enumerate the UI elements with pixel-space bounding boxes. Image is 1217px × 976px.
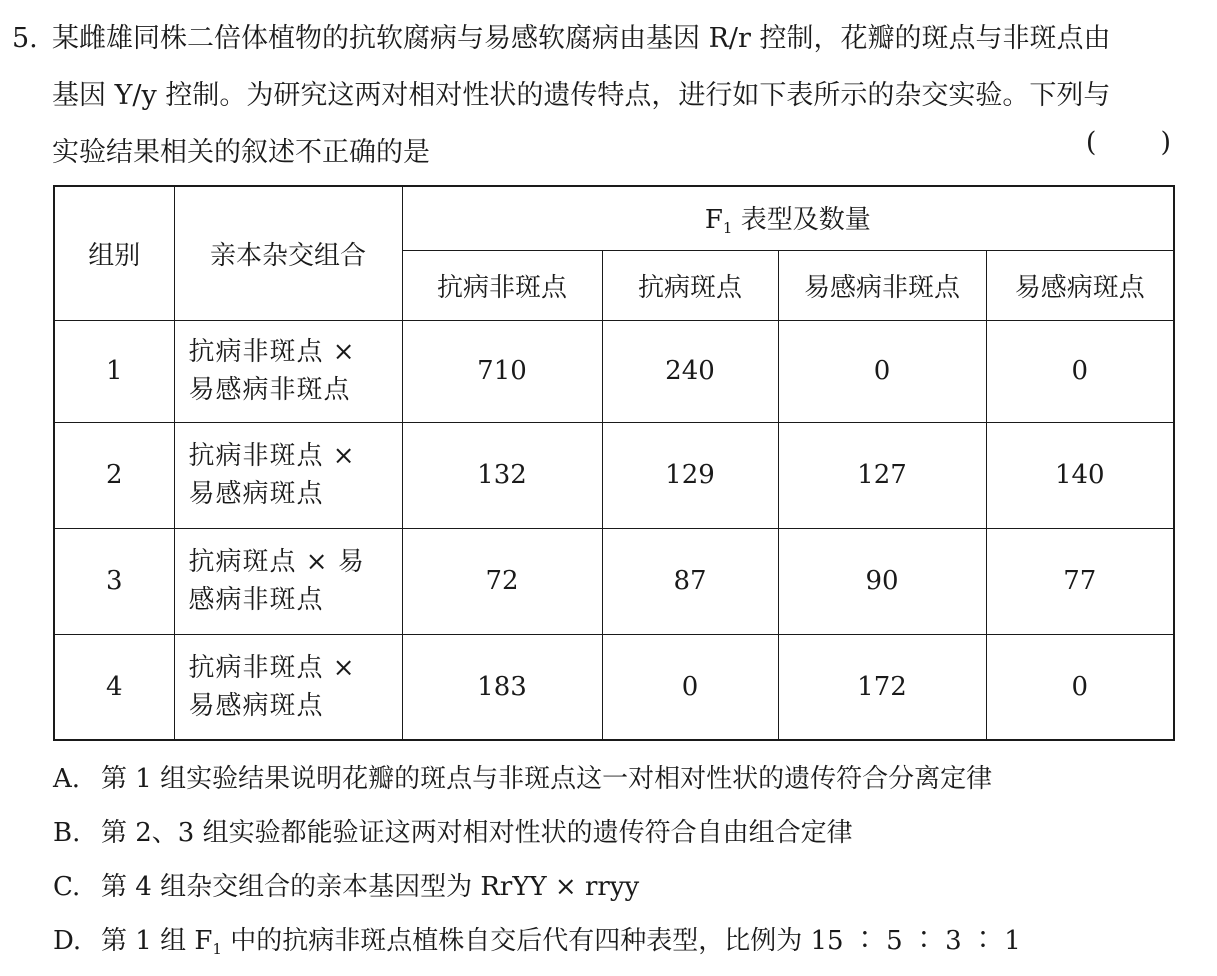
row-value: 0 [986,634,1174,740]
question-stem [12,10,1202,181]
option-c[interactable]: C. 第 4 组杂交组合的亲本基因型为 RrYY × rryy [53,872,640,902]
option-a[interactable]: A. 第 1 组实验结果说明花瓣的斑点与非斑点这一对相对性状的遗传符合分离定律 [53,764,993,794]
cross-results-table [53,185,1175,741]
row-value: 90 [778,528,986,634]
table-row [54,320,1174,422]
option-b[interactable]: B. 第 2、3 组实验都能验证这两对相对性状的遗传符合自由组合定律 [53,818,853,848]
option-d[interactable]: D. 第 1 组 F1 中的抗病非斑点植株自交后代有四种表型，比例为 15 ∶ 5 ∶ 3 ∶ 1 [53,926,1021,958]
row-value: 87 [602,528,778,634]
question-line-3: 实验结果相关的叙述不正确的是 [52,137,430,168]
question-line-1: 5. 某雌雄同株二倍体植物的抗软腐病与易感软腐病由基因 R/r 控制，花瓣的斑点与非斑点由 [12,10,1202,67]
header-col-4: 易感病斑点 [986,250,1174,320]
header-col-2: 抗病斑点 [602,250,778,320]
row-value: 710 [402,320,602,422]
answer-bracket: ( ) [1085,127,1171,158]
row-value: 77 [986,528,1174,634]
row-value: 0 [986,320,1174,422]
row-group: 3 [54,528,174,634]
header-col-3: 易感病非斑点 [778,250,986,320]
header-group: 组别 [54,186,174,320]
row-value: 72 [402,528,602,634]
row-cross: 抗病斑点 × 易 感病非斑点 [174,528,402,634]
row-group: 4 [54,634,174,740]
row-value: 0 [602,634,778,740]
row-value: 132 [402,422,602,528]
header-cross: 亲本杂交组合 [174,186,402,320]
table-row [54,528,1174,634]
header-col-1: 抗病非斑点 [402,250,602,320]
row-value: 127 [778,422,986,528]
row-value: 240 [602,320,778,422]
row-group: 1 [54,320,174,422]
row-cross: 抗病非斑点 × 易感病斑点 [174,634,402,740]
row-cross: 抗病非斑点 × 易感病非斑点 [174,320,402,422]
row-value: 172 [778,634,986,740]
question-number: 5. [12,23,38,54]
table-row [54,634,1174,740]
row-group: 2 [54,422,174,528]
table-row [54,422,1174,528]
row-cross: 抗病非斑点 × 易感病斑点 [174,422,402,528]
question-line-2: 基因 Y/y 控制。为研究这两对相对性状的遗传特点，进行如下表所示的杂交实验。下列与 [52,80,1111,111]
table-header-row [54,186,1174,250]
answer-options [53,752,1021,968]
row-value: 0 [778,320,986,422]
header-f1: F1 表型及数量 [402,186,1174,250]
row-value: 140 [986,422,1174,528]
row-value: 129 [602,422,778,528]
row-value: 183 [402,634,602,740]
